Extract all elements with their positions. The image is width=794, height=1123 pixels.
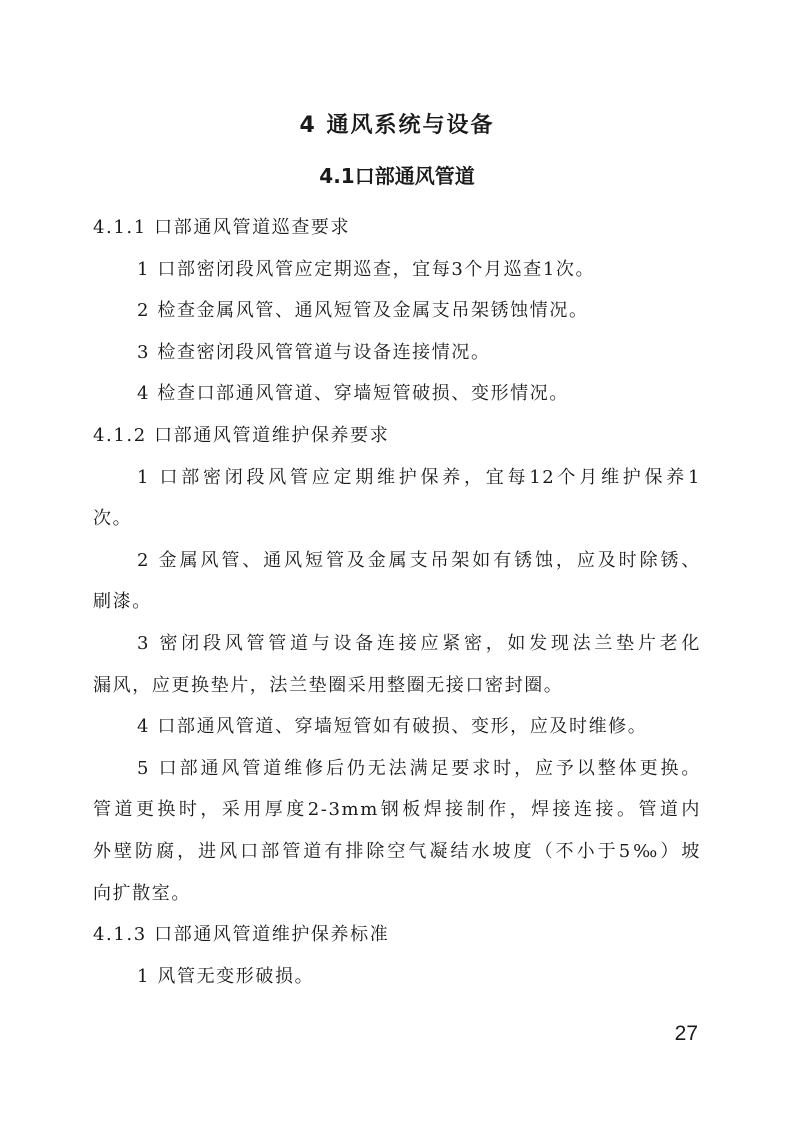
list-item: 4 口部通风管道、穿墙短管如有破损、变形，应及时维修。 (137, 716, 648, 738)
clause-heading-4-1-2: 4.1.2 口部通风管道维护保养要求 (93, 424, 390, 446)
list-item-continuation: 管道更换时，采用厚度2-3mm钢板焊接制作，焊接连接。管道内 (93, 799, 701, 821)
list-item: 2 检查金属风管、通风短管及金属支吊架锈蚀情况。 (137, 300, 589, 322)
document-body (93, 207, 701, 997)
list-item-continuation: 向扩散室。 (93, 882, 191, 904)
list-item: 1 风管无变形破损。 (137, 965, 315, 987)
list-item: 3 检查密闭段风管管道与设备连接情况。 (137, 341, 491, 363)
list-item: 3 密闭段风管管道与设备连接应紧密，如发现法兰垫片老化 (137, 632, 701, 654)
clause-heading-4-1-3: 4.1.3 口部通风管道维护保养标准 (93, 924, 390, 946)
list-item: 4 检查口部通风管道、穿墙短管破损、变形情况。 (137, 383, 569, 405)
list-item-continuation: 刷漆。 (93, 591, 152, 613)
clause-heading-4-1-1: 4.1.1 口部通风管道巡查要求 (93, 217, 351, 238)
list-item-continuation: 外壁防腐，进风口部管道有排除空气凝结水坡度（不小于5‰）坡 (93, 840, 701, 862)
page-number: 27 (674, 1022, 698, 1045)
chapter-title: 4 通风系统与设备 (299, 113, 495, 138)
list-item: 2 金属风管、通风短管及金属支吊架如有锈蚀，应及时除锈、 (137, 549, 701, 571)
list-item-continuation: 漏风，应更换垫片，法兰垫圈采用整圈无接口密封圈。 (93, 674, 564, 696)
list-item: 1 口部密闭段风管应定期巡查，宜每3个月巡查1次。 (137, 258, 596, 280)
list-item: 5 口部通风管道维修后仍无法满足要求时，应予以整体更换。 (137, 757, 701, 779)
list-item-continuation: 次。 (93, 508, 133, 530)
list-item: 1 口部密闭段风管应定期维护保养，宜每12个月维护保养1 (137, 466, 701, 488)
section-title: 4.1口部通风管道 (319, 164, 475, 188)
